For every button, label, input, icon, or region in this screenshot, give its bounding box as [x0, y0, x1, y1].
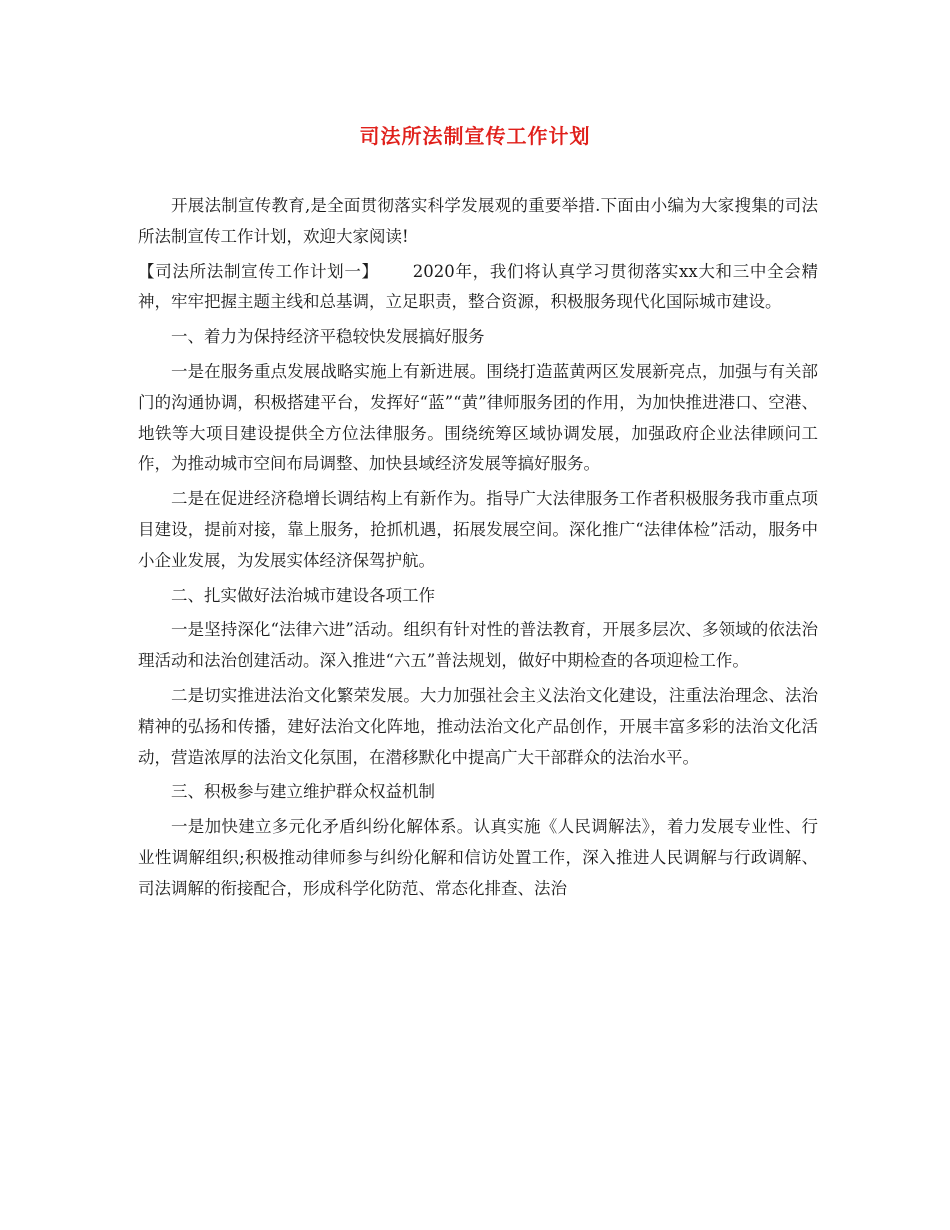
paragraph-text: 2020年，我们将认真学习贯彻落实xx大和三中全会精神，牢牢把握主题主线和总基调，立足职责，整合资源，积极服务现代化国际城市建设。 — [138, 261, 819, 312]
paragraph-text: 一是加快建立多元化矛盾纠纷化解体系。认真实施《人民调解法》，着力发展专业性、行业性调解组织;积极推动律师参与纠纷化解和信访处置工作，深入推进人民调解与行政调解、司法调解的衔接配合，形成科学化防范、常态化排查、法治 — [138, 817, 818, 898]
paragraph-text: 开展法制宣传教育,是全面贯彻落实科学发展观的重要举措.下面由小编为大家搜集的司法所法制宣传工作计划，欢迎大家阅读! — [138, 196, 818, 246]
paragraph-intro — [138, 191, 818, 253]
paragraph — [138, 615, 818, 677]
paragraph-text: 二是在促进经济稳增长调结构上有新作为。指导广大法律服务工作者积极服务我市重点项目建设，提前对接，靠上服务，抢抓机遇，拓展发展空间。深化推广“法律体检”活动，服务中小企业发展，为发展实体经济保驾护航。 — [138, 489, 818, 570]
paragraph — [138, 812, 818, 904]
paragraph — [138, 484, 818, 576]
paragraph — [138, 357, 818, 480]
paragraph-text: 一、着力为保持经济平稳较快发展搞好服务 — [171, 327, 485, 347]
document-title: 司法所法制宣传工作计划 — [359, 124, 591, 148]
paragraph-text: 二是切实推进法治文化繁荣发展。大力加强社会主义法治文化建设，注重法治理念、法治精神的弘扬和传播，建好法治文化阵地，推动法治文化产品创作，开展丰富多彩的法治文化活动，营造浓厚的法治文化氛围，在潜移默化中提高广大干部群众的法治水平。 — [138, 685, 818, 767]
paragraph — [138, 681, 818, 773]
section-heading-3 — [138, 777, 818, 808]
paragraph-plan-one — [138, 257, 818, 319]
paragraph-text: 一是在服务重点发展战略实施上有新进展。围绕打造蓝黄两区发展新亮点，加强与有关部门的沟通协调，积极搭建平台，发挥好“蓝”“黄”律师服务团的作用，为加快推进港口、空港、地铁等大项目建设提供全方位法律服务。围绕统筹区域协调发展，加强政府企业法律顾问工作，为推动城市空间布局调整、加快县域经济发展等搞好服务。 — [138, 361, 818, 474]
paragraph-text: 一是坚持深化“法律六进”活动。组织有针对性的普法教育，开展多层次、多领域的依法治理活动和法治创建活动。深入推进“六五”普法规划，做好中期检查的各项迎检工作。 — [138, 620, 818, 671]
plan-heading: 【司法所法制宣传工作计划一】 — [138, 261, 379, 281]
paragraph-text: 二、扎实做好法治城市建设各项工作 — [171, 585, 435, 605]
section-heading-2 — [138, 581, 818, 612]
section-heading-1 — [138, 322, 818, 353]
document-body — [138, 191, 818, 909]
paragraph-text: 三、积极参与建立维护群众权益机制 — [171, 782, 435, 802]
